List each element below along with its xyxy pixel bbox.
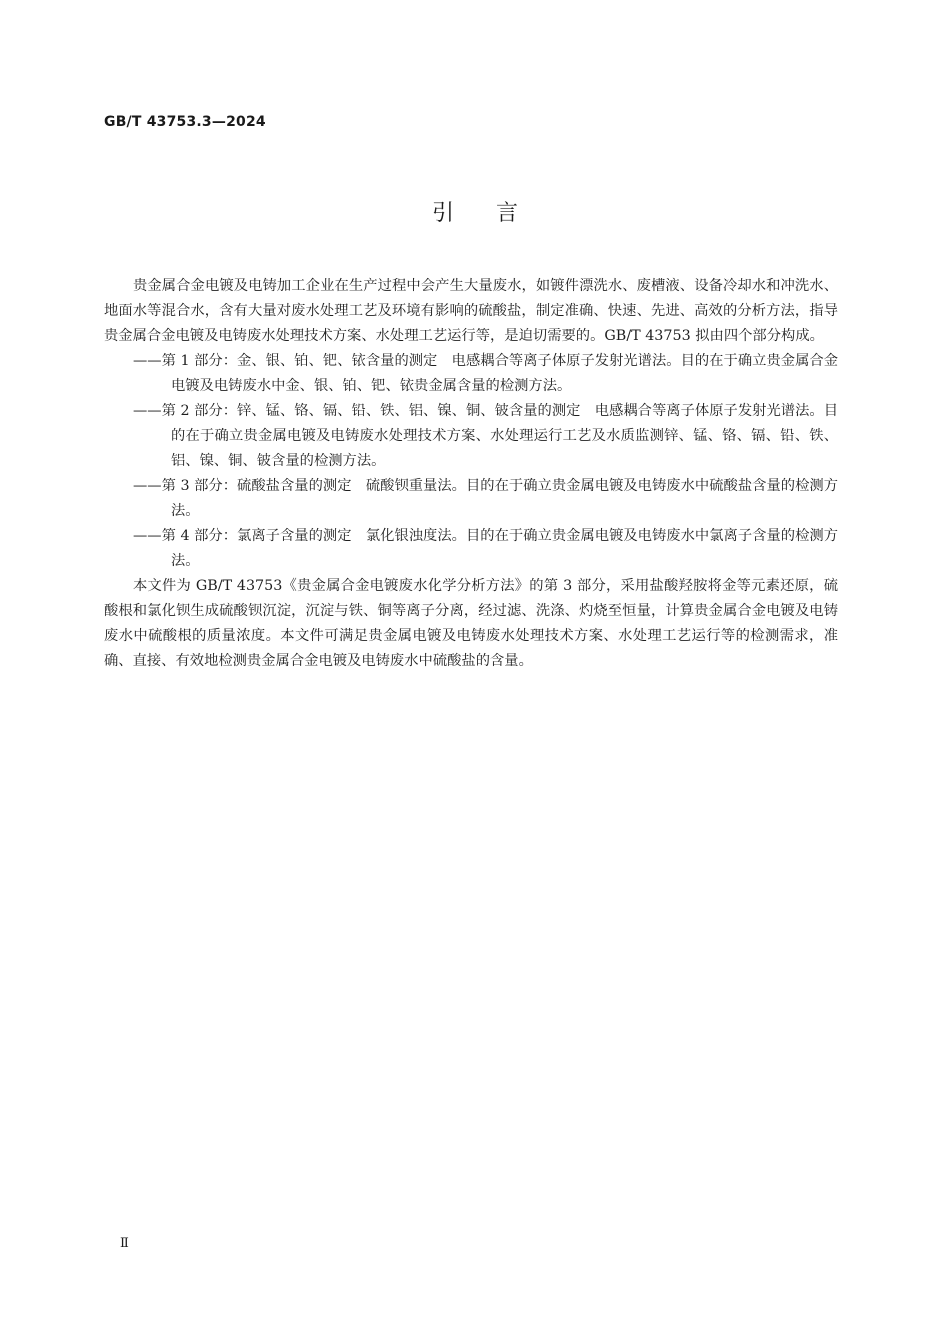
part-4-item: ——第 4 部分：氯离子含量的测定 氯化银浊度法。目的在于确立贵金属电镀及电铸废水中氯离子含量的检测方法。 (133, 528, 838, 569)
standard-code: GB/T 43753.3—2024 (104, 114, 266, 130)
page-number: Ⅱ (120, 1236, 129, 1251)
introduction-body (104, 274, 838, 674)
part-1-item: ——第 1 部分：金、银、铂、钯、铱含量的测定 电感耦合等离子体原子发射光谱法。目的在于确立贵金属合金电镀及电铸废水中金、银、铂、钯、铱贵金属含量的检测方法。 (133, 353, 838, 394)
title-char-2: 言 (496, 201, 519, 226)
closing-paragraph: 本文件为 GB/T 43753《贵金属合金电镀废水化学分析方法》的第 3 部分，采用盐酸羟胺将金等元素还原，硫酸根和氯化钡生成硫酸钡沉淀，沉淀与铁、铜等离子分离，经过滤、洗涤、灼烧至恒量，计算贵金属合金电镀及电铸废水中硫酸根的质量浓度。本文件可满足贵金属电镀及电铸废水处理技术方案、水处理工艺运行等的检测需求，准确、直接、有效地检测贵金属合金电镀及电铸废水中硫酸盐的含量。 (104, 578, 838, 669)
part-2-item: ——第 2 部分：锌、锰、铬、镉、铅、铁、铝、镍、铜、铍含量的测定 电感耦合等离子体原子发射光谱法。目的在于确立贵金属电镀及电铸废水处理技术方案、水处理运行工艺及水质监测锌、锰、铬、镉、铅、铁、铝、镍、铜、铍含量的检测方法。 (133, 403, 838, 469)
part-3-item: ——第 3 部分：硫酸盐含量的测定 硫酸钡重量法。目的在于确立贵金属电镀及电铸废水中硫酸盐含量的检测方法。 (133, 478, 838, 519)
intro-paragraph: 贵金属合金电镀及电铸加工企业在生产过程中会产生大量废水，如镀件漂洗水、废槽液、设备冷却水和冲洗水、地面水等混合水，含有大量对废水处理工艺及环境有影响的硫酸盐，制定准确、快速、先进、高效的分析方法，指导贵金属合金电镀及电铸废水处理技术方案、水处理工艺运行等，是迫切需要的。GB/T 43753 拟由四个部分构成。 (104, 278, 838, 344)
section-title (0, 196, 950, 227)
title-char-1: 引 (431, 201, 454, 226)
